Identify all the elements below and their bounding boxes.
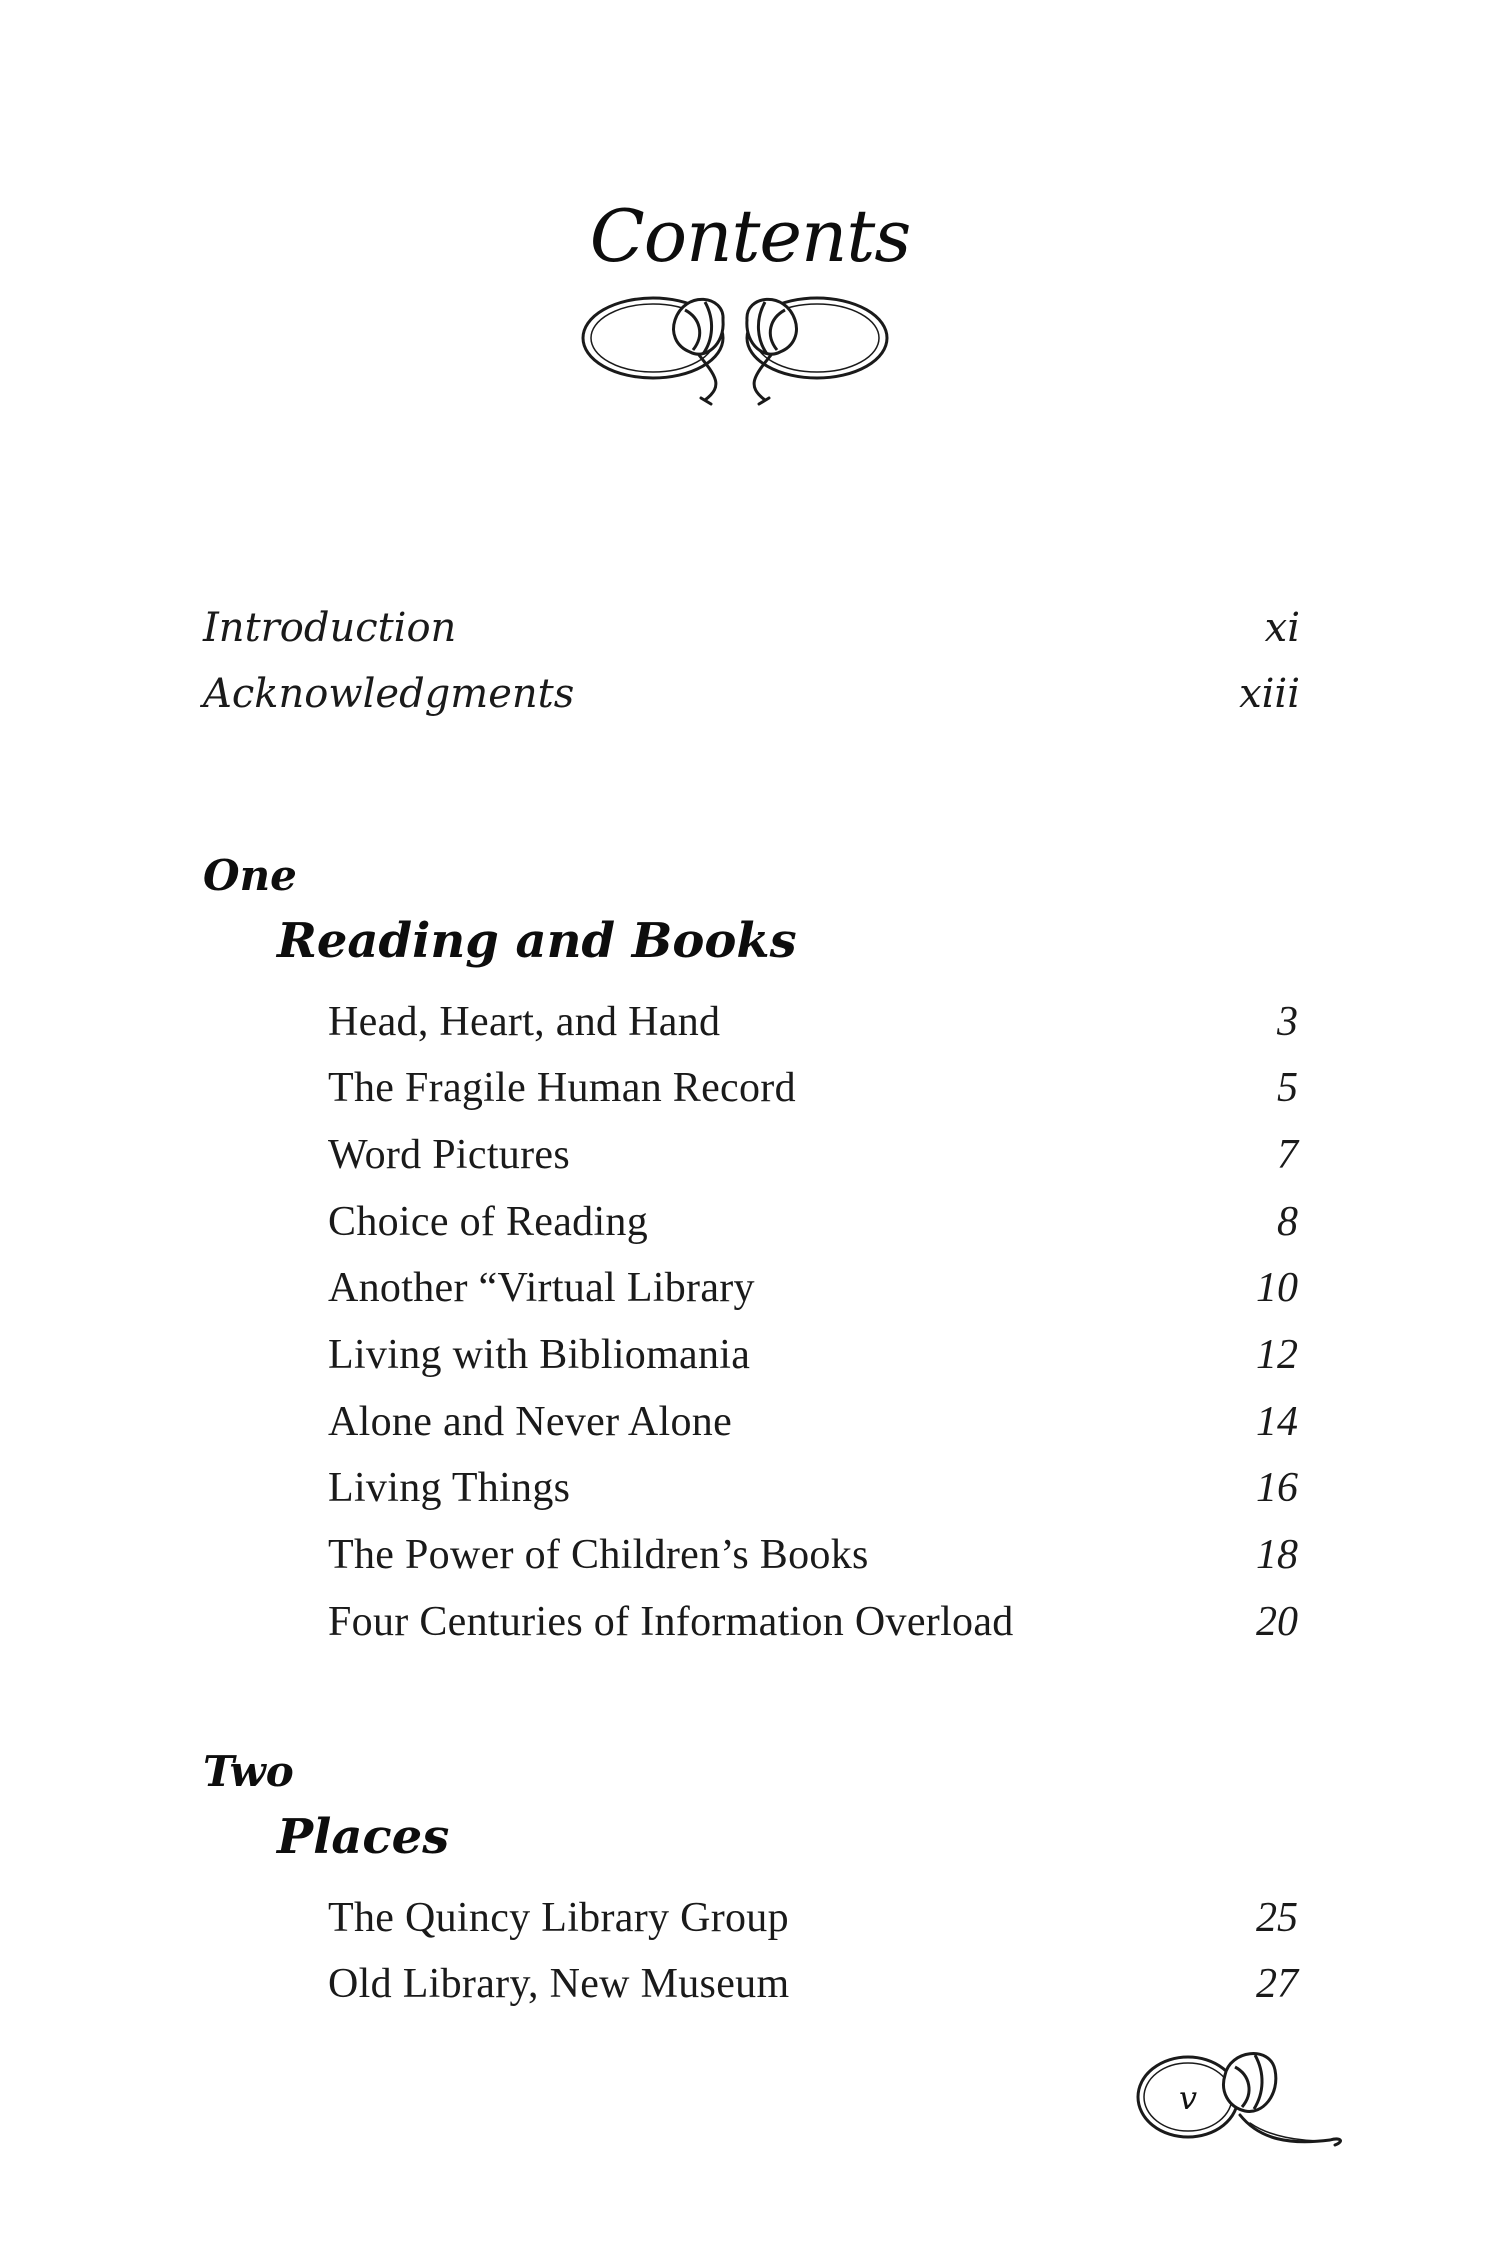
toc-row[interactable]: [0, 1954, 1500, 2014]
toc-entry-label: Alone and Never Alone: [328, 1399, 733, 1445]
toc-entry-page: 18: [1256, 1532, 1298, 1578]
toc-entry-page: 7: [1277, 1132, 1298, 1178]
toc-entry-label: The Fragile Human Record: [328, 1065, 796, 1111]
toc-row[interactable]: [0, 1192, 1500, 1252]
toc-entry-page: 25: [1256, 1895, 1298, 1941]
part-title: Places: [277, 1809, 450, 1865]
toc-row[interactable]: [0, 992, 1500, 1052]
toc-entry-page: 12: [1256, 1332, 1298, 1378]
toc-row[interactable]: [0, 1258, 1500, 1318]
rose-loop-ornament-icon: [575, 290, 895, 420]
toc-entry-label: Introduction: [203, 605, 457, 651]
part-number: One: [203, 851, 297, 900]
toc-entry-page: xiii: [1239, 671, 1300, 717]
toc-entry-page: 27: [1256, 1961, 1298, 2007]
toc-row-introduction[interactable]: [0, 598, 1500, 658]
toc-row-acknowledgments[interactable]: [0, 664, 1500, 724]
toc-row[interactable]: [0, 1058, 1500, 1118]
toc-entry-page: 20: [1256, 1599, 1298, 1645]
toc-entry-page: 5: [1277, 1065, 1298, 1111]
page-title: Contents: [589, 194, 911, 278]
toc-entry-label: Word Pictures: [328, 1132, 570, 1178]
part-title: Reading and Books: [277, 913, 797, 969]
toc-entry-label: The Quincy Library Group: [328, 1895, 789, 1941]
toc-entry-label: Old Library, New Museum: [328, 1961, 790, 2007]
toc-row[interactable]: [0, 1392, 1500, 1452]
toc-entry-page: 8: [1277, 1199, 1298, 1245]
toc-row[interactable]: [0, 1525, 1500, 1585]
toc-row[interactable]: [0, 1592, 1500, 1652]
toc-entry-label: Living Things: [328, 1465, 571, 1511]
toc-entry-label: Four Centuries of Information Overload: [328, 1599, 1014, 1645]
toc-row[interactable]: [0, 1125, 1500, 1185]
toc-entry-page: 16: [1256, 1465, 1298, 1511]
toc-row[interactable]: [0, 1888, 1500, 1948]
toc-entry-page: 10: [1256, 1265, 1298, 1311]
toc-entry-label: Acknowledgments: [203, 671, 575, 717]
toc-row[interactable]: [0, 1458, 1500, 1518]
toc-entry-label: Head, Heart, and Hand: [328, 999, 721, 1045]
toc-entry-page: 3: [1277, 999, 1298, 1045]
folio-page-number: v: [1178, 2079, 1198, 2117]
toc-entry-label: Living with Bibliomania: [328, 1332, 751, 1378]
toc-row[interactable]: [0, 1325, 1500, 1385]
toc-entry-page: 14: [1256, 1399, 1298, 1445]
toc-entry-page: xi: [1264, 605, 1300, 651]
toc-entry-label: The Power of Children’s Books: [328, 1532, 869, 1578]
toc-entry-label: Another “Virtual Library: [328, 1265, 755, 1311]
toc-entry-label: Choice of Reading: [328, 1199, 649, 1245]
part-number: Two: [203, 1747, 294, 1796]
